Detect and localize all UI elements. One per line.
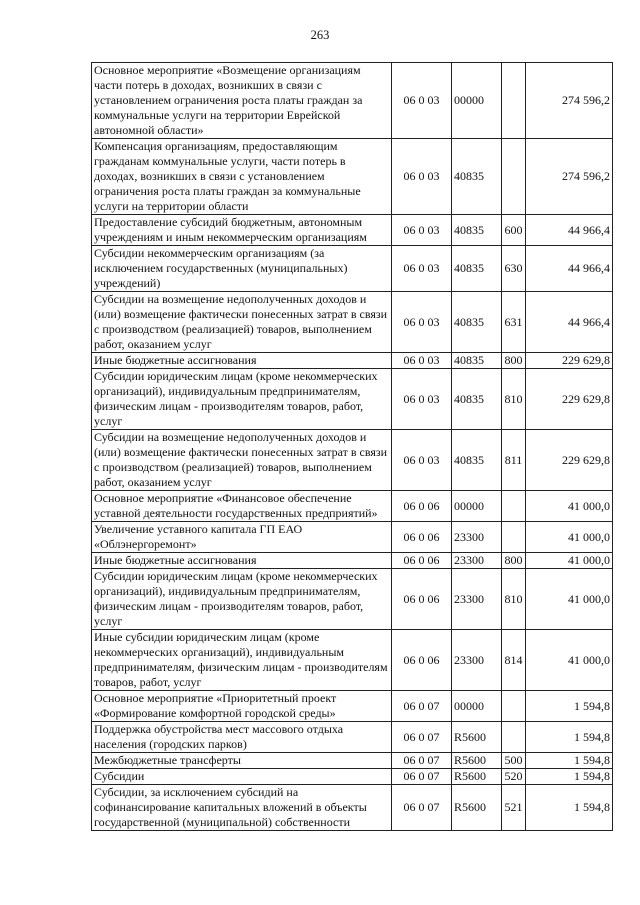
row-code: 06 0 06 bbox=[392, 630, 452, 691]
row-name: Субсидии юридическим лицам (кроме некоммерческих организаций), индивидуальным предпринимателям, физическим лицам - производителям товаров, работ, услуг bbox=[92, 369, 392, 430]
row-expense-type bbox=[502, 491, 526, 522]
row-name: Субсидии на возмещение недополученных доходов и (или) возмещение фактически понесенных затрат в связи с производством (реализацией) товаров, выполнением работ, оказанием услуг bbox=[92, 292, 392, 353]
row-subcode: 40835 bbox=[452, 292, 502, 353]
row-code: 06 0 06 bbox=[392, 491, 452, 522]
row-name: Иные бюджетные ассигнования bbox=[92, 553, 392, 569]
row-code: 06 0 03 bbox=[392, 246, 452, 292]
row-code: 06 0 03 bbox=[392, 369, 452, 430]
row-expense-type bbox=[502, 522, 526, 553]
row-amount: 274 596,2 bbox=[526, 63, 613, 139]
table-row bbox=[92, 569, 613, 630]
row-expense-type: 800 bbox=[502, 553, 526, 569]
row-code: 06 0 06 bbox=[392, 522, 452, 553]
row-expense-type: 630 bbox=[502, 246, 526, 292]
table-row bbox=[92, 769, 613, 785]
table-row bbox=[92, 691, 613, 722]
row-code: 06 0 06 bbox=[392, 569, 452, 630]
row-name: Компенсация организациям, предоставляющим гражданам коммунальные услуги, части потерь в доходах, возникших в связи с установлением ограничения роста платы граждан за коммунальные услуги на территории области bbox=[92, 139, 392, 215]
table-row bbox=[92, 522, 613, 553]
table-row bbox=[92, 491, 613, 522]
row-name: Иные субсидии юридическим лицам (кроме некоммерческих организаций), индивидуальным предпринимателям, физическим лицам - производителям товаров, работ, услуг bbox=[92, 630, 392, 691]
row-code: 06 0 03 bbox=[392, 353, 452, 369]
row-expense-type: 520 bbox=[502, 769, 526, 785]
row-name: Межбюджетные трансферты bbox=[92, 753, 392, 769]
row-name: Субсидии некоммерческим организациям (за исключением государственных (муниципальных) учреждений) bbox=[92, 246, 392, 292]
row-subcode: 00000 bbox=[452, 63, 502, 139]
row-amount: 41 000,0 bbox=[526, 630, 613, 691]
row-subcode: 40835 bbox=[452, 369, 502, 430]
row-amount: 1 594,8 bbox=[526, 722, 613, 753]
row-code: 06 0 03 bbox=[392, 292, 452, 353]
table-row bbox=[92, 430, 613, 491]
row-expense-type: 814 bbox=[502, 630, 526, 691]
row-subcode: 00000 bbox=[452, 691, 502, 722]
row-amount: 44 966,4 bbox=[526, 292, 613, 353]
table-row bbox=[92, 63, 613, 139]
row-subcode: 23300 bbox=[452, 630, 502, 691]
row-amount: 274 596,2 bbox=[526, 139, 613, 215]
row-expense-type: 500 bbox=[502, 753, 526, 769]
table-row bbox=[92, 785, 613, 831]
row-code: 06 0 03 bbox=[392, 63, 452, 139]
table-row bbox=[92, 369, 613, 430]
row-name: Основное мероприятие «Финансовое обеспечение уставной деятельности государственных предприятий» bbox=[92, 491, 392, 522]
row-expense-type: 631 bbox=[502, 292, 526, 353]
row-subcode: 40835 bbox=[452, 353, 502, 369]
table-row bbox=[92, 753, 613, 769]
row-expense-type: 600 bbox=[502, 215, 526, 246]
row-code: 06 0 07 bbox=[392, 769, 452, 785]
row-expense-type: 521 bbox=[502, 785, 526, 831]
row-subcode: R5600 bbox=[452, 769, 502, 785]
row-subcode: 40835 bbox=[452, 215, 502, 246]
row-amount: 41 000,0 bbox=[526, 569, 613, 630]
row-amount: 229 629,8 bbox=[526, 353, 613, 369]
table-row bbox=[92, 630, 613, 691]
row-code: 06 0 03 bbox=[392, 139, 452, 215]
row-subcode: 23300 bbox=[452, 553, 502, 569]
row-expense-type: 811 bbox=[502, 430, 526, 491]
row-expense-type: 810 bbox=[502, 569, 526, 630]
row-amount: 1 594,8 bbox=[526, 769, 613, 785]
row-expense-type: 810 bbox=[502, 369, 526, 430]
row-code: 06 0 07 bbox=[392, 691, 452, 722]
table-row bbox=[92, 722, 613, 753]
row-amount: 44 966,4 bbox=[526, 215, 613, 246]
table-row bbox=[92, 353, 613, 369]
row-subcode: R5600 bbox=[452, 785, 502, 831]
page-number: 263 bbox=[310, 28, 330, 42]
row-expense-type: 800 bbox=[502, 353, 526, 369]
row-expense-type bbox=[502, 139, 526, 215]
row-code: 06 0 03 bbox=[392, 215, 452, 246]
row-name: Иные бюджетные ассигнования bbox=[92, 353, 392, 369]
row-name: Субсидии, за исключением субсидий на софинансирование капитальных вложений в объекты государственной (муниципальной) собственности bbox=[92, 785, 392, 831]
row-code: 06 0 03 bbox=[392, 430, 452, 491]
row-name: Субсидии bbox=[92, 769, 392, 785]
row-subcode: 40835 bbox=[452, 139, 502, 215]
row-subcode: 00000 bbox=[452, 491, 502, 522]
row-subcode: 40835 bbox=[452, 430, 502, 491]
row-subcode: 23300 bbox=[452, 522, 502, 553]
row-name: Субсидии юридическим лицам (кроме некоммерческих организаций), индивидуальным предпринимателям, физическим лицам - производителям товаров, работ, услуг bbox=[92, 569, 392, 630]
row-name: Предоставление субсидий бюджетным, автономным учреждениям и иным некоммерческим организациям bbox=[92, 215, 392, 246]
row-amount: 44 966,4 bbox=[526, 246, 613, 292]
row-code: 06 0 07 bbox=[392, 785, 452, 831]
row-name: Увеличение уставного капитала ГП ЕАО «Облэнергоремонт» bbox=[92, 522, 392, 553]
row-name: Основное мероприятие «Возмещение организациям части потерь в доходах, возникших в связи с установлением ограничения роста платы граждан за коммунальные услуги на территории Еврейской автономной области» bbox=[92, 63, 392, 139]
row-subcode: R5600 bbox=[452, 753, 502, 769]
table-row bbox=[92, 292, 613, 353]
row-code: 06 0 07 bbox=[392, 722, 452, 753]
row-expense-type bbox=[502, 691, 526, 722]
row-subcode: R5600 bbox=[452, 722, 502, 753]
row-expense-type bbox=[502, 722, 526, 753]
row-amount: 1 594,8 bbox=[526, 753, 613, 769]
row-amount: 229 629,8 bbox=[526, 430, 613, 491]
row-amount: 1 594,8 bbox=[526, 785, 613, 831]
row-amount: 41 000,0 bbox=[526, 522, 613, 553]
row-amount: 1 594,8 bbox=[526, 691, 613, 722]
table-row bbox=[92, 246, 613, 292]
row-amount: 41 000,0 bbox=[526, 553, 613, 569]
table-row bbox=[92, 553, 613, 569]
row-amount: 41 000,0 bbox=[526, 491, 613, 522]
row-name: Субсидии на возмещение недополученных доходов и (или) возмещение фактически понесенных затрат в связи с производством (реализацией) товаров, выполнением работ, оказанием услуг bbox=[92, 430, 392, 491]
row-code: 06 0 06 bbox=[392, 553, 452, 569]
budget-table bbox=[91, 62, 613, 831]
table-row bbox=[92, 139, 613, 215]
row-subcode: 40835 bbox=[452, 246, 502, 292]
row-name: Основное мероприятие «Приоритетный проект «Формирование комфортной городской среды» bbox=[92, 691, 392, 722]
row-code: 06 0 07 bbox=[392, 753, 452, 769]
row-subcode: 23300 bbox=[452, 569, 502, 630]
row-amount: 229 629,8 bbox=[526, 369, 613, 430]
row-expense-type bbox=[502, 63, 526, 139]
row-name: Поддержка обустройства мест массового отдыха населения (городских парков) bbox=[92, 722, 392, 753]
table-row bbox=[92, 215, 613, 246]
